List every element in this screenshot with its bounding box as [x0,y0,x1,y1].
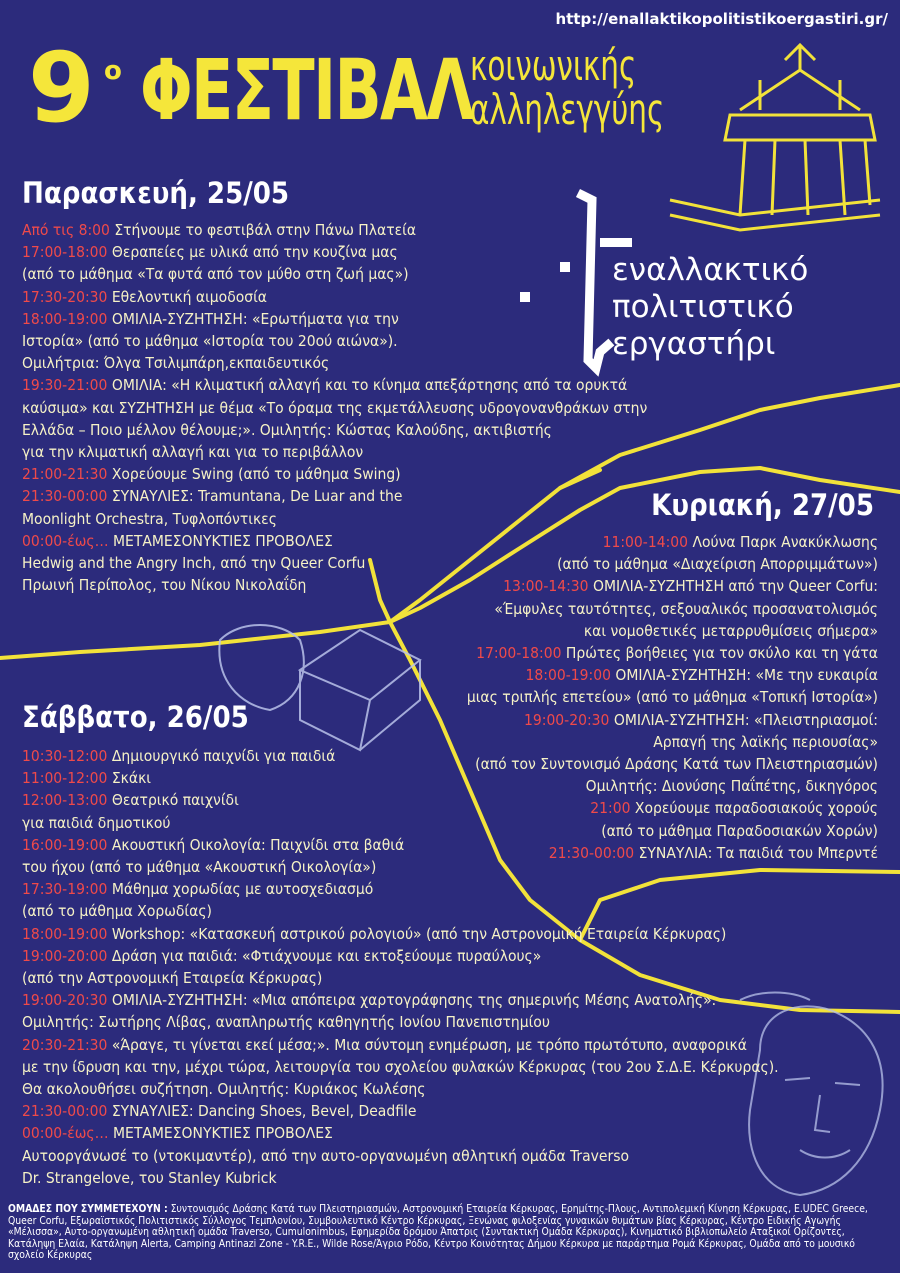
event-time: 19:30-21:00 [22,376,108,395]
event-description: Θα ακολουθήσει συζήτηση. Ομιλητής: Κυριάκος Κωλέσης [22,1080,426,1099]
event-description: Χορεύουμε Swing (από το μάθημα Swing) [111,465,401,484]
schedule-line [22,812,779,834]
event-description: (από το μάθημα «Τα φυτά από τον μύθο στη ζωή μας») [22,265,409,284]
event-description: ΜΕΤΑΜΕΣΟΝΥΚΤΙΕΣ ΠΡΟΒΟΛΕΣ [113,1124,333,1143]
schedule-line [22,1056,779,1078]
schedule-line [22,945,779,967]
schedule-line [22,352,647,374]
event-time: 00:00-έως… [22,1124,109,1143]
schedule-line [467,620,878,642]
schedule-line [22,1078,779,1100]
schedule-line [22,508,647,530]
schedule-line [22,308,647,330]
event-description: Θεραπείες με υλικά από την κουζίνα μας [111,243,398,262]
schedule-line [22,767,779,789]
event-time: 18:00-19:00 [22,309,108,328]
website-url[interactable]: http://enallaktikopolitistikoergastiri.gr/ [555,10,888,28]
event-description: ΣΥΝΑΥΛΙΕΣ: Tramuntana, De Luar and the [111,487,403,506]
event-description: «Έμφυλες ταυτότητες, σεξουαλικός προσανατολισμός [494,599,878,618]
event-time: 21:00 [590,799,631,818]
event-time: Από τις 8:00 [22,221,110,239]
schedule-line [467,642,878,664]
event-description: ΣΥΝΑΥΛΙΕΣ: Dancing Shoes, Bevel, Deadfile [111,1102,417,1121]
schedule-line [22,463,647,485]
event-description: (από το μάθημα Χορωδίας) [22,902,212,921]
schedule-line [22,419,647,441]
event-description: Ομιλητής: Σωτήρης Λίβας, αναπληρωτής καθηγητής Ιονίου Πανεπιστημίου [22,1013,550,1032]
saturday-schedule [22,745,779,1189]
event-description: Πρώτες βοήθειες για τον σκύλο και τη γάτα [565,644,878,663]
event-description: καύσιμα» και ΣΥΖΗΤΗΣΗ με θέμα «Το όραμα της εκμετάλλευσης υδρογονανθράκων στην [22,398,648,417]
event-description: Workshop: «Κατασκευή αστρικού ρολογιού» (από την Αστρονομική Εταιρεία Κέρκυρας) [111,924,727,943]
event-time: 18:00-19:00 [525,666,611,685]
schedule-line [22,1034,779,1056]
event-description: Λούνα Παρκ Ανακύκλωσης [692,533,878,551]
event-time: 20:30-21:30 [22,1035,108,1054]
event-description: ΟΜΙΛΙΑ-ΣΥΖΗΤΗΣΗ: «Ερωτήματα για την [111,309,399,328]
event-description: (από τον Συντονισμό Δράσης Κατά των Πλειστηριασμών) [475,755,878,774]
event-time: 19:00-20:00 [22,946,108,965]
logo-line-1: εναλλακτικό [612,252,809,288]
event-description: ΜΕΤΑΜΕΣΟΝΥΚΤΙΕΣ ΠΡΟΒΟΛΕΣ [113,531,333,550]
event-description: Μάθημα χορωδίας με αυτοσχεδιασμό [111,880,374,899]
event-time: 18:00-19:00 [22,924,108,943]
event-time: 17:30-19:00 [22,880,108,899]
event-time: 19:00-20:30 [22,991,108,1010]
event-time: 17:00-18:00 [476,644,562,663]
schedule-line [22,241,647,263]
participating-groups [8,1204,892,1262]
event-description: ΟΜΙΛΙΑ-ΣΥΖΗΤΗΣΗ από την Queer Corfu: [592,577,878,596]
event-time: 21:30-00:00 [22,1102,108,1121]
event-description: Ομιλήτρια: Όλγα Τσιλιμπάρη,εκπαιδευτικός [22,354,330,373]
event-description: Πρωινή Περίπολος, του Νίκου Νικολαΐδη [22,576,307,595]
schedule-line [22,989,779,1011]
schedule-line [22,967,779,989]
edition-ordinal: ο [104,56,122,86]
schedule-line [22,878,779,900]
event-time: 17:00-18:00 [22,243,108,262]
event-description: για την κλιματική αλλαγή και για το περιβάλλον [22,443,364,462]
schedule-line [22,374,647,396]
event-description: Ιστορία» (από το μάθημα «Ιστορία του 20ού αιώνα»). [22,332,398,351]
event-time: 21:30-00:00 [548,843,635,862]
schedule-line [22,1145,779,1167]
participants-label: ΟΜΑΔΕΣ ΠΟΥ ΣΥΜΜΕΤΕΧΟΥΝ : [8,1203,168,1215]
event-time: 11:00-12:00 [22,769,108,788]
schedule-line [467,531,878,553]
festival-subtitle [470,41,665,134]
event-description: Αρπαγή της λαϊκής περιουσίας» [653,732,878,751]
event-description: Ακουστική Οικολογία: Παιχνίδι στα βαθιά [111,835,405,854]
edition-number: 9 [28,32,95,144]
schedule-line [22,900,779,922]
schedule-line [22,1122,779,1144]
friday-heading: Παρασκευή, 25/05 [22,176,290,210]
subtitle-line-2: αλληλεγγύης [470,85,665,134]
schedule-line [22,441,647,463]
schedule-line [467,709,878,731]
event-description: Δημιουργικό παιχνίδι για παιδιά [111,747,336,765]
event-time: 00:00-έως… [22,531,109,550]
event-time: 17:30-20:30 [22,287,108,306]
schedule-line [22,263,647,285]
event-description: για παιδιά δημοτικού [22,813,171,832]
event-description: Hedwig and the Angry Inch, από την Queer Corfu [22,554,366,573]
event-description: Δράση για παιδιά: «Φτιάχνουμε και εκτοξεύουμε πυραύλους» [111,946,542,965]
schedule-line [22,330,647,352]
event-description: ΟΜΙΛΙΑ-ΣΥΖΗΤΗΣΗ: «Μια απόπειρα χαρτογράφησης της σημερινής Μέσης Ανατολής». [111,991,717,1010]
house-sketch [219,625,420,750]
schedule-line [467,553,878,575]
event-description: του ήχου (από το μάθημα «Ακουστική Οικολογία») [22,858,377,877]
event-time: 10:30-12:00 [22,747,108,765]
event-description: (από την Αστρονομική Εταιρεία Κέρκυρας) [22,969,323,988]
schedule-line [22,1167,779,1189]
pavilion-sketch [670,45,880,230]
event-time: 21:30-00:00 [22,487,108,506]
event-time: 21:00-21:30 [22,465,108,484]
event-description: και νομοθετικές μεταρρυθμίσεις σήμερα» [583,621,878,640]
event-description: ΟΜΙΛΙΑ-ΣΥΖΗΤΗΣΗ: «Πλειστηριασμοί: [613,710,878,729]
participants-list: Συντονισμός Δράσης Κατά των Πλειστηριασμών, Αστρονομική Εταιρεία Κέρκυρας, Ερημίτης-Πλους, Αντιπολεμική Κίνηση Κέρκυρας, E.UDEC Greece, Queer Corfu, Εξωραϊστικός Πολιτιστικός Σύλλογος Τεμπλονίου, Συμβουλευτικό Κέντρο Κέρκυρας, Ξενώνας φιλοξενίας γυναικών θυμάτων βίας Κέρκυρας, Κέντρο Ειδικής Αγωγής «Μέλισσα», Αυτο-οργανωμένη αθλητική ομάδα Traverso, Cumulonimbus, Εφημερίδα δρόμου Άπατρις (Συντακτική Ομάδα Κέρκυρας), Κινηματικό βιβλιοπωλείο Αταξικοί Ορίζοντες, Κατάληψη Ελαία, Κατάληψη Alerta, Camping Antinazi Zone - Y.R.E., Wilde Rose/Άγριο Ρόδο, Κέντρο Κοινότητας Δήμου Κέρκυρα με παράρτημα Ρομά Κέρκυρας, Ομάδα από το μουσικό σχολείο Κέρκυρας [8,1203,868,1262]
schedule-line [22,923,779,945]
schedule-line [22,219,647,241]
saturday-heading: Σάββατο, 26/05 [22,700,249,734]
event-description: Αυτοοργάνωσέ το (ντοκιμαντέρ), από την αυτο-οργανωμένη αθλητική ομάδα Traverso [22,1146,629,1165]
event-description: Θεατρικό παιχνίδι [111,791,239,810]
festival-title: ΦΕΣΤΙΒΑΛ [140,41,473,139]
event-description: Ελλάδα – Ποιο μέλλον θέλουμε;». Ομιλητής: Κώστας Καλούδης, ακτιβιστής [22,420,552,439]
event-time: 19:00-20:30 [524,710,610,729]
event-description: Εθελοντική αιμοδοσία [111,287,268,306]
logo-line-3: εργαστήρι [612,326,776,362]
event-description: (από το μάθημα Παραδοσιακών Χορών) [601,821,878,840]
event-description: Σκάκι [111,769,152,788]
event-time: 11:00-14:00 [602,533,689,551]
schedule-line [22,789,779,811]
schedule-line [22,286,647,308]
event-description: με την ίδρυση και την, μέχρι τώρα, λειτουργία του σχολείου φυλακών Κέρκυρας (του 2ου Σ.Δ.Ε. Κέρκυρας). [22,1057,779,1076]
event-description: μιας τριπλής επετείου» (από το μάθημα «Τοπική Ιστορία») [466,688,878,707]
event-time: 16:00-19:00 [22,835,108,854]
event-description: «Άραγε, τι γίνεται εκεί μέσα;». Μια σύντομη ενημέρωση, με τρόπο πρωτότυπο, αναφορικά [111,1035,747,1054]
schedule-line [22,397,647,419]
event-description: Στήνουμε το φεστιβάλ στην Πάνω Πλατεία [114,221,417,239]
logo-line-2: πολιτιστικό [612,289,794,325]
event-description: Ομιλητής: Διονύσης Παΐπέτης, δικηγόρος [585,777,878,796]
schedule-line [22,485,647,507]
schedule-line [22,856,779,878]
event-description: Moonlight Orchestra, Τυφλοπόντικες [22,509,277,528]
sunday-heading: Κυριακή, 27/05 [651,488,874,522]
event-description: ΣΥΝΑΥΛΙΑ: Τα παιδιά του Μπερντέ [638,843,878,862]
event-description: ΟΜΙΛΙΑ: «Η κλιματική αλλαγή και το κίνημα απεξάρτησης από τα ορυκτά [111,376,628,395]
event-description: ΟΜΙΛΙΑ-ΣΥΖΗΤΗΣΗ: «Με την ευκαιρία [615,666,878,685]
subtitle-line-1: κοινωνικής [470,41,637,90]
event-time: 13:00-14:30 [503,577,589,596]
schedule-line [22,834,779,856]
schedule-line [22,1100,779,1122]
event-description: Χορεύουμε παραδοσιακούς χορούς [634,799,878,818]
event-description: Dr. Strangelove, του Stanley Kubrick [22,1168,277,1187]
schedule-line [22,1011,779,1033]
event-description: (από το μάθημα «Διαχείριση Απορριμμάτων») [557,555,878,574]
schedule-line [467,686,878,708]
event-time: 12:00-13:00 [22,791,108,810]
schedule-line [467,598,878,620]
schedule-line [22,745,779,767]
schedule-line [467,664,878,686]
schedule-line [467,575,878,597]
